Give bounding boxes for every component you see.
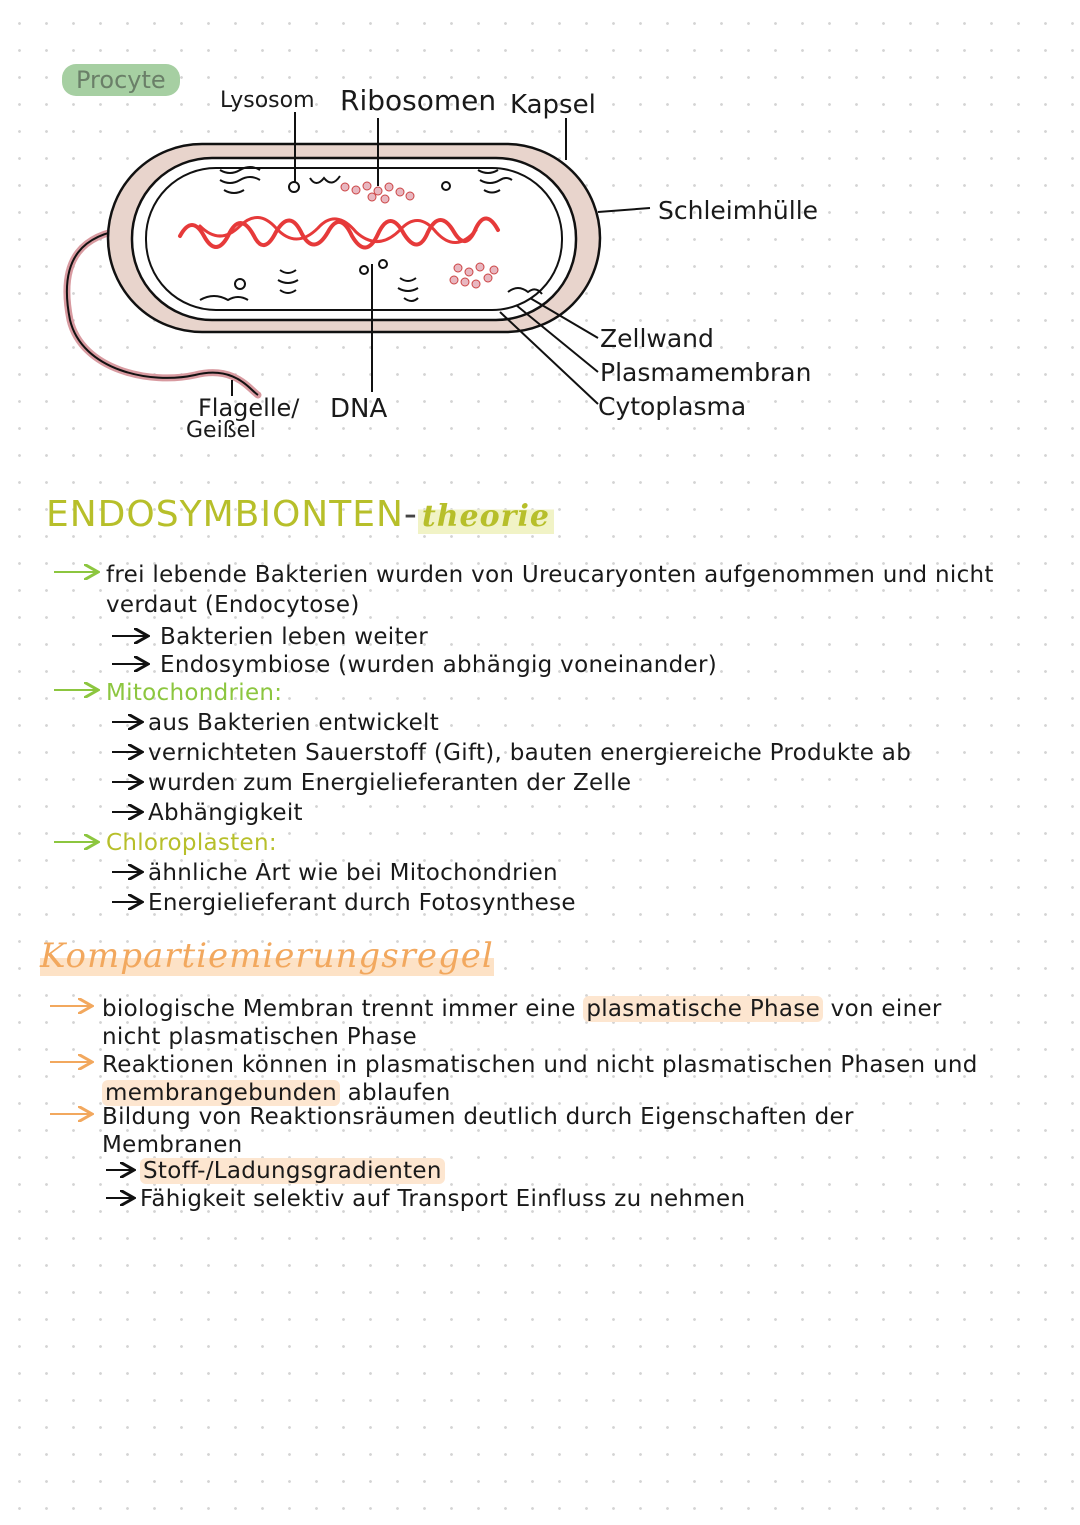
- komp-line-5: Bildung von Reaktionsräumen deutlich durch Eigenschaften der: [102, 1104, 854, 1130]
- label-zellwand: Zellwand: [600, 324, 714, 353]
- komp-line-8: Fähigkeit selektiv auf Transport Einfluss zu nehmen: [140, 1186, 746, 1212]
- endo-line-1: frei lebende Bakterien wurden von Ureucaryonten aufgenommen und nicht: [106, 562, 994, 588]
- label-lysosom: Lysosom: [220, 88, 315, 113]
- komp-line-4b: ablaufen: [340, 1080, 451, 1106]
- komp-heading: Kompartiemierungsregel: [40, 936, 494, 976]
- komp-line-7: [140, 1158, 445, 1184]
- endo-line-4: Endosymbiose (wurden abhängig voneinander): [160, 652, 718, 678]
- komp-line-7-text: Stoff-/Ladungsgradienten: [140, 1158, 445, 1184]
- komp-line-1a: biologische Membran trennt immer eine: [102, 996, 584, 1022]
- label-ribosomen: Ribosomen: [340, 84, 497, 117]
- label-flagelle: Flagelle/: [198, 394, 300, 422]
- label-dna: DNA: [330, 394, 388, 424]
- endo-line-9: Abhängigkeit: [148, 800, 303, 826]
- komp-line-3: Reaktionen können in plasmatischen und nicht plasmatischen Phasen und: [102, 1052, 978, 1078]
- prokaryote-cell-diagram: [0, 0, 1080, 470]
- endo-mitochondrien-heading: Mitochondrien:: [106, 680, 283, 706]
- label-kapsel: Kapsel: [510, 90, 596, 120]
- endo-line-7: vernichteten Sauerstoff (Gift), bauten energiereiche Produkte ab: [148, 740, 912, 766]
- label-plasmamembran: Plasmamembran: [600, 358, 812, 387]
- komp-line-1c: von einer: [823, 996, 942, 1022]
- endo-line-2: verdaut (Endocytose): [106, 592, 360, 618]
- endo-heading-sub: theorie: [418, 499, 554, 534]
- label-cytoplasma: Cytoplasma: [598, 392, 747, 421]
- endo-heading-dash: -: [403, 494, 418, 535]
- label-geissel: Geißel: [186, 418, 257, 443]
- endo-heading: [46, 494, 554, 535]
- endo-line-6: aus Bakterien entwickelt: [148, 710, 440, 736]
- endo-heading-main: ENDOSYMBIONTEN: [46, 494, 404, 535]
- endo-line-12: Energielieferant durch Fotosynthese: [148, 890, 576, 916]
- label-schleimhuelle: Schleimhülle: [658, 196, 819, 225]
- endo-line-3: Bakterien leben weiter: [160, 624, 429, 650]
- komp-line-1: [102, 996, 942, 1022]
- komp-line-1b: plasmatische Phase: [583, 996, 823, 1022]
- komp-line-4: [102, 1080, 451, 1106]
- endo-line-8: wurden zum Energielieferanten der Zelle: [148, 770, 632, 796]
- komp-line-4a: membrangebunden: [102, 1080, 340, 1106]
- endo-line-11: ähnliche Art wie bei Mitochondrien: [148, 860, 558, 886]
- procyte-tag: Procyte: [62, 64, 180, 96]
- komp-line-2: nicht plasmatischen Phase: [102, 1024, 417, 1050]
- komp-line-6: Membranen: [102, 1132, 243, 1158]
- endo-chloroplasten-heading: Chloroplasten:: [106, 830, 277, 856]
